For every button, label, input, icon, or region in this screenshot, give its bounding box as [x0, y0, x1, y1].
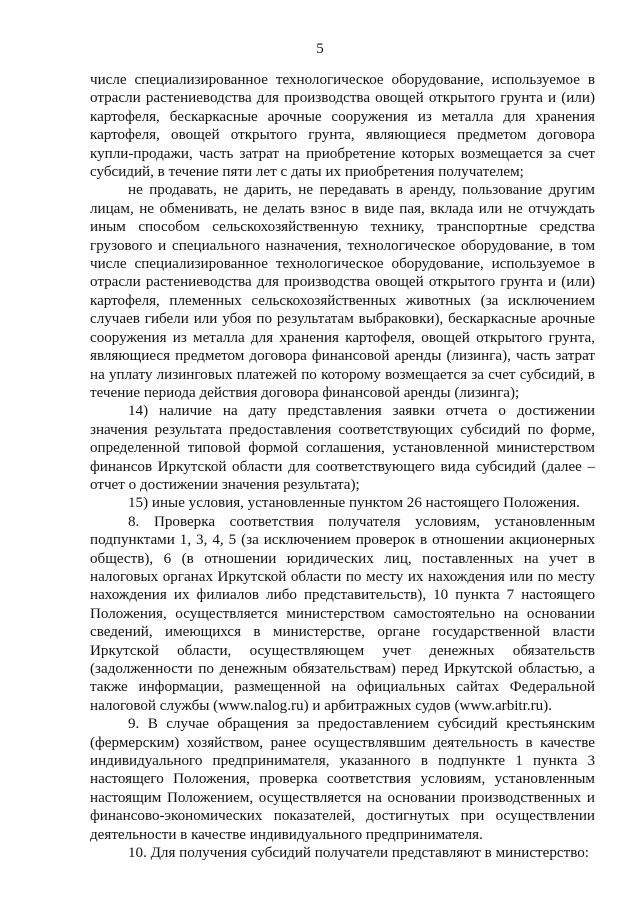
paragraph-item-15: 15) иные условия, установленные пунктом 26 настоящего Положения. — [128, 495, 580, 512]
paragraph-section-9: 9. В случае обращения за предоставлением субсидий крестьянским (фермерским) хозяйством, ранее осуществлявшим деятельность в качестве индивидуального предпринимателя, указанного в подпункте 1 пункта 3 настоящего Положения, проверка соответствия условиям, установленным настоящим Положением, осуществляется на основании производственных и финансово-экономических показателей, достигнутых при осуществлении деятельности в качестве индивидуального предпринимателя. — [90, 716, 595, 843]
page-number: 5 — [316, 41, 324, 57]
paragraph-prohibitions: не продавать, не дарить, не передавать в аренду, пользование другим лицам, не обменивать, не делать взнос в виде пая, вклада или не отчуждать иным способом сельскохозяйственную технику, транспортные средства грузового и специального назначения, технологическое оборудование, в том числе специализированное технологическое оборудование, используемое в отрасли растениеводства для производства овощей открытого грунта и (или) картофеля, племенных сельскохозяйственных животных (за исключением случаев гибели или убоя по результатам выбраковки), бескаркасные арочные сооружения из металла для хранения картофеля, овощей открытого грунта, являющиеся предметом договора финансовой аренды (лизинга), часть затрат на уплату лизинговых платежей по которому возмещается за счет субсидий, в течение периода действия договора финансовой аренды (лизинга); — [90, 182, 595, 401]
paragraph-section-10: 10. Для получения субсидий получатели представляют в министерство: — [128, 845, 589, 862]
paragraph-continuation: числе специализированное технологическое оборудование, используемое в отрасли растениеводства для производства овощей открытого грунта и (или) картофеля, бескаркасные арочные сооружения из металла для хранения картофеля, овощей открытого грунта, являющиеся предметом договора купли-продажи, часть затрат на приобретение которых возмещается за счет субсидий, в течение пяти лет с даты их приобретения получателем; — [90, 72, 595, 181]
document-body — [90, 71, 595, 862]
paragraph-item-14: 14) наличие на дату представления заявки отчета о достижении значения результата предоставления соответствующих субсидий по форме, определенной типовой формой соглашения, установленной министерством финансов Иркутской области для соответствующего вида субсидий (далее – отчет о достижении значения результата); — [90, 403, 595, 493]
paragraph-section-8: 8. Проверка соответствия получателя условиям, установленным подпунктами 1, 3, 4, 5 (за исключением проверок в отношении акционерных обществ), 6 (в отношении юридических лиц, поставленных на учет в налоговых органах Иркутской области по месту их нахождения или по месту нахождения их филиалов либо представительств), 10 пункта 7 настоящего Положения, осуществляется министерством самостоятельно на основании сведений, имеющихся в министерстве, органе государственной власти Иркутской области, осуществляющем учет денежных обязательств (задолженности по денежным обязательствам) перед Иркутской областью, а также информации, размещенной на официальных сайтах Федеральной налоговой службы (www.nalog.ru) и арбитражных судов (www.arbitr.ru). — [90, 513, 595, 714]
